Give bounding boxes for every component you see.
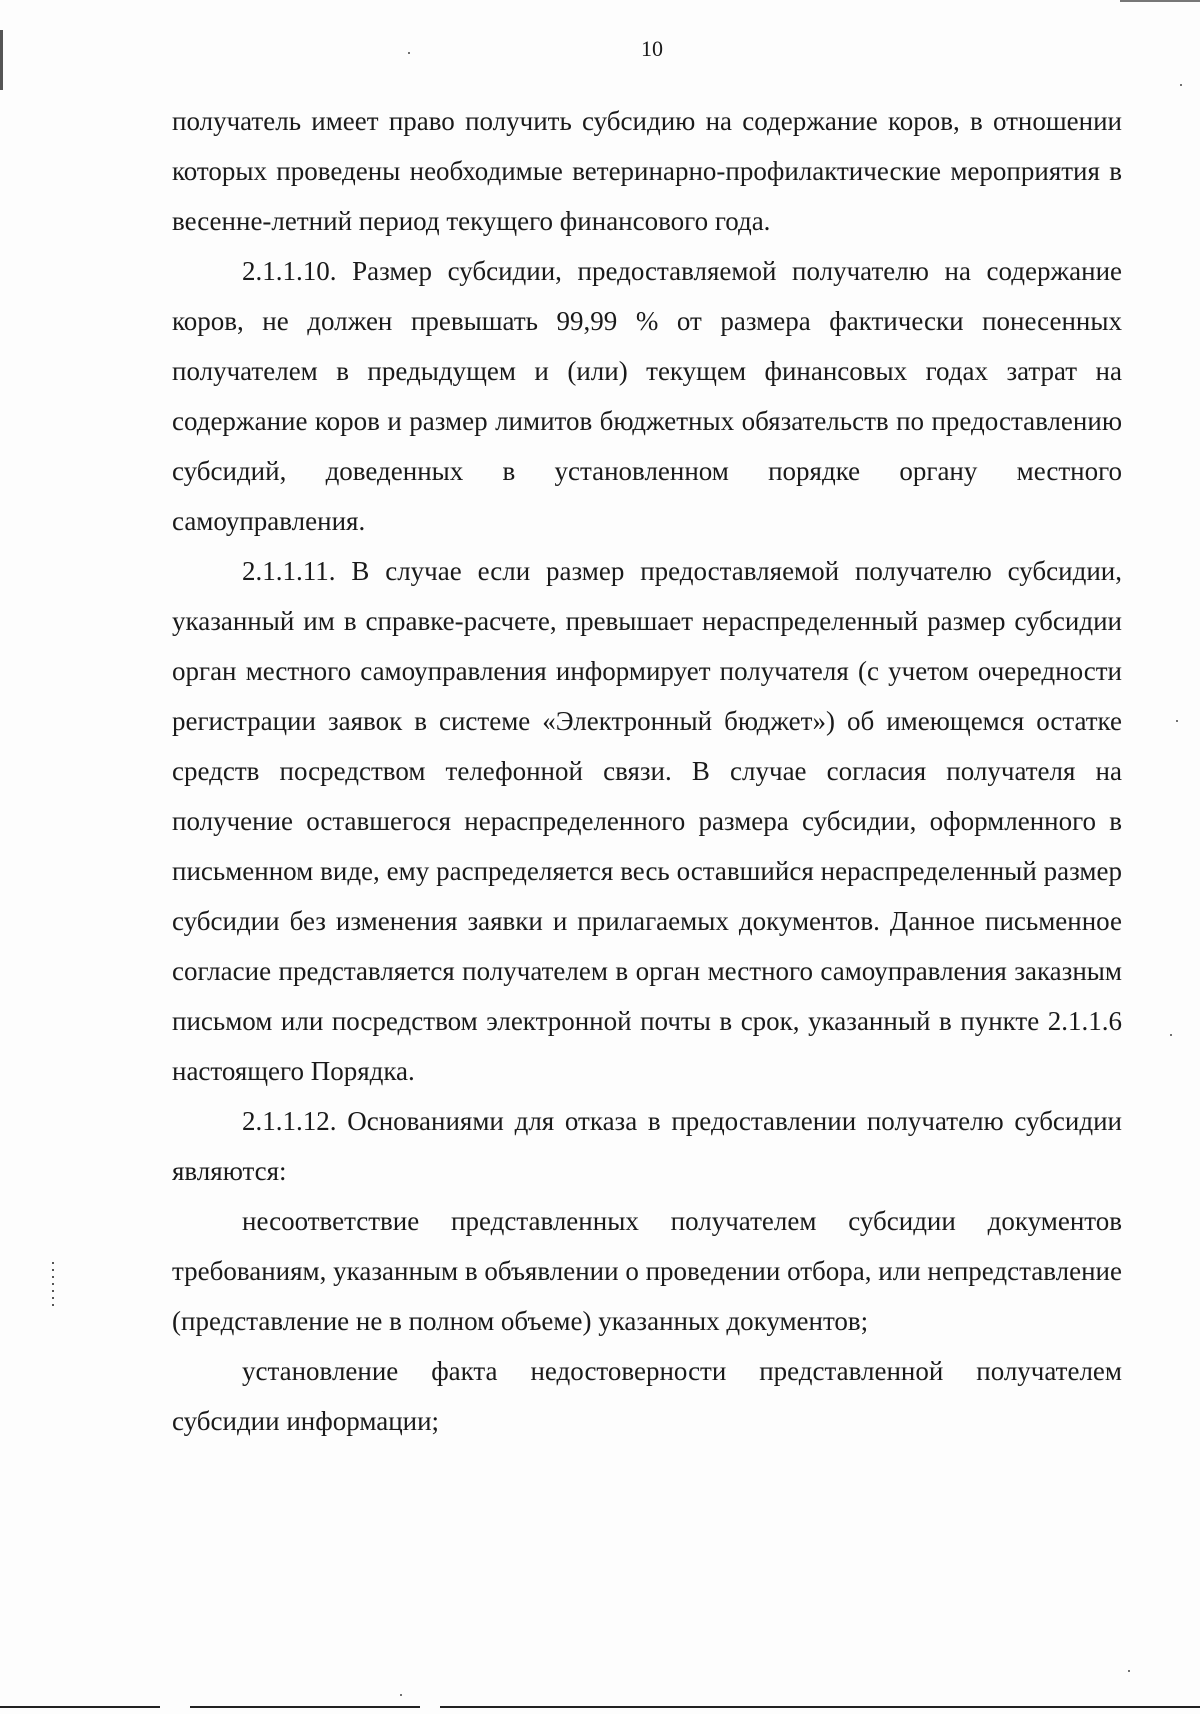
- scan-bottom-rule: [0, 1706, 1200, 1708]
- paragraph-continuation: получатель имеет право получить субсидию на содержание коров, в отношении которых проведены необходимые ветеринарно-профилактические мероприятия в весенне-летний период текущего финансового года.: [172, 106, 1122, 236]
- scan-edge-line: [1120, 0, 1200, 2]
- paragraph-2-1-1-10: 2.1.1.10. Размер субсидии, предоставляемой получателю на содержание коров, не должен превышать 99,99 % от размера фактически понесенных получателем в предыдущем и (или) текущем финансовых годах затрат на содержание коров и размер лимитов бюджетных обязательств по предоставлению субсидий, доведенных в установленном порядке органу местного самоуправления.: [172, 256, 1122, 536]
- scan-speck: [1170, 1034, 1172, 1036]
- scan-speck: [1128, 1670, 1130, 1672]
- list-item-nonconformity: несоответствие представленных получателем субсидии документов требованиям, указанным в объявлении о проведении отбора, или непредставление (представление не в полном объеме) указанных документов;: [172, 1206, 1122, 1336]
- paragraph-2-1-1-11: 2.1.1.11. В случае если размер предоставляемой получателю субсидии, указанный им в справке-расчете, превышает нераспределенный размер субсидии орган местного самоуправления информирует получателя (с учетом очередности регистрации заявок в системе «Электронный бюджет») об имеющемся остатке средств посредством телефонной связи. В случае согласия получателя на получение оставшегося нераспределенного размера субсидии, оформленного в письменном виде, ему распределяется весь оставшийся нераспределенный размер субсидии без изменения заявки и прилагаемых документов. Данное письменное согласие представляется получателем в орган местного самоуправления заказным письмом или посредством электронной почты в срок, указанный в пункте 2.1.1.6 настоящего Порядка.: [172, 556, 1122, 1086]
- page-number: 10: [641, 36, 663, 61]
- document-body: [172, 96, 1122, 1446]
- scan-speck: [1176, 720, 1178, 722]
- scan-speck: [1180, 84, 1182, 86]
- paragraph-2-1-1-12: 2.1.1.12. Основаниями для отказа в предоставлении получателю субсидии являются:: [172, 1106, 1122, 1186]
- scan-speck: [400, 1694, 402, 1696]
- list-item-false-information: установление факта недостоверности представленной получателем субсидии информации;: [172, 1356, 1122, 1436]
- scan-speck: [408, 52, 410, 54]
- scan-dots: [52, 1262, 54, 1306]
